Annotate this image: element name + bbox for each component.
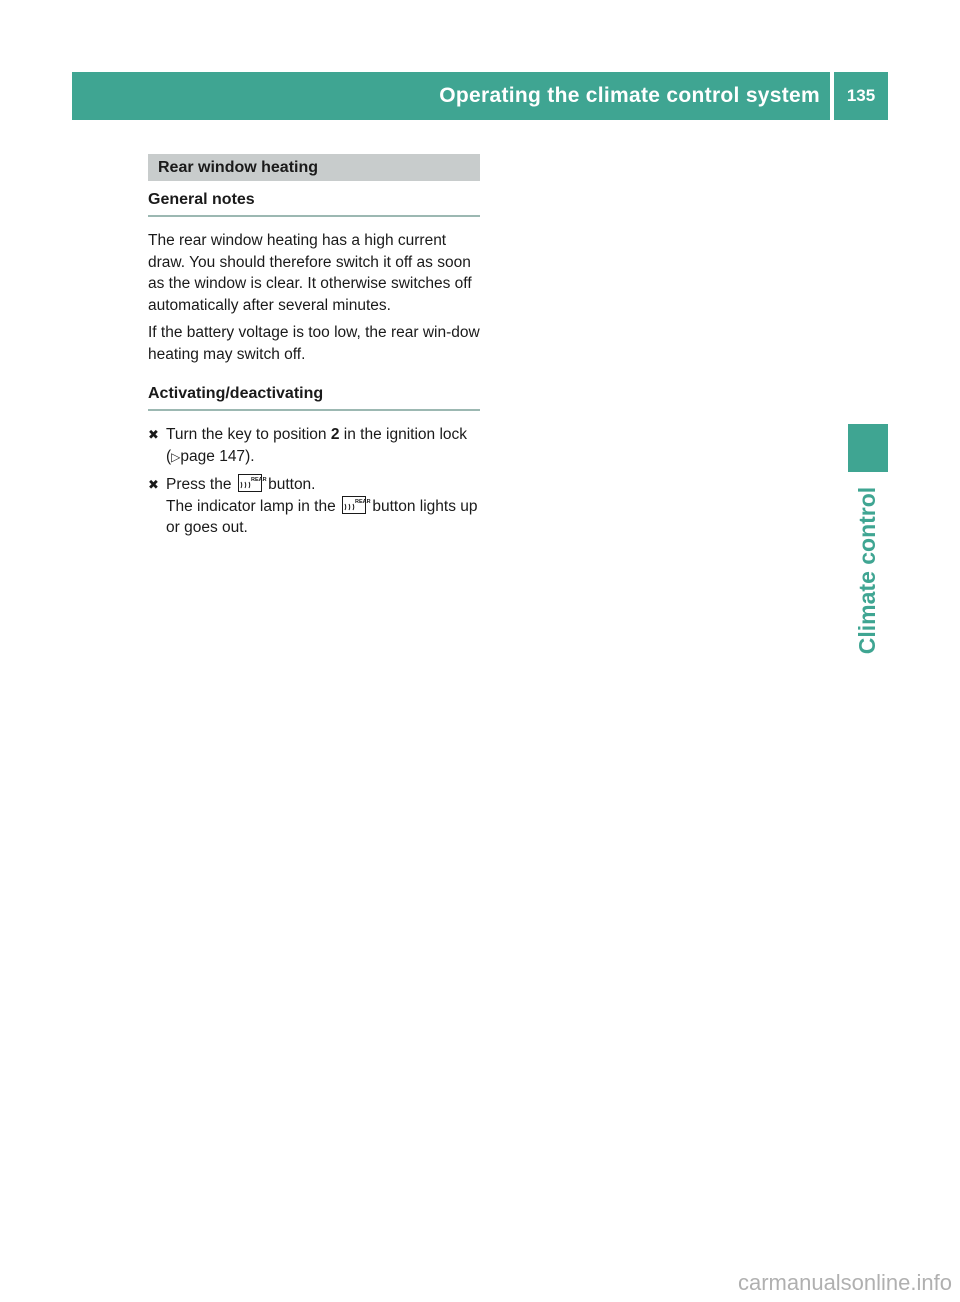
page-number: 135 xyxy=(834,72,888,120)
watermark: carmanualsonline.info xyxy=(737,1270,952,1295)
subheading-activating: Activating/deactivating xyxy=(148,385,480,411)
header-title: Operating the climate control system xyxy=(72,72,830,120)
step-text: in the ignition lock ( xyxy=(166,426,468,465)
page-header xyxy=(72,72,888,120)
paragraph: The rear window heating has a high current draw. You should therefore switch it off as soon as the window is clear. It otherwise switches off automatically after several minutes. xyxy=(148,232,472,314)
step-text: Press the xyxy=(166,476,236,493)
svg-text:REAR: REAR xyxy=(250,477,267,483)
paragraph: If the battery voltage is too low, the rear win-dow heating may switch off. xyxy=(148,324,480,363)
svg-text:REAR: REAR xyxy=(355,498,371,505)
chapter-label-text: Climate control xyxy=(854,486,881,654)
page-reference-link[interactable]: page 147 xyxy=(180,447,246,465)
step-arrow-icon: ✖ xyxy=(148,427,159,442)
step-text: The indicator lamp in the xyxy=(166,497,341,515)
list-item xyxy=(148,424,480,468)
chapter-label xyxy=(848,480,888,660)
step-text: Turn the key to position xyxy=(166,426,331,443)
step-arrow-icon: ✖ xyxy=(148,477,159,492)
key-position: 2 xyxy=(330,426,340,443)
list-item xyxy=(148,474,480,539)
step-text: ). xyxy=(245,447,255,465)
chapter-tab-marker xyxy=(848,424,888,472)
rear-window-defrost-icon xyxy=(342,496,371,514)
section-title: Rear window heating xyxy=(148,154,480,181)
step-text: button. xyxy=(263,476,316,493)
rear-window-defrost-icon xyxy=(238,474,267,492)
subheading-general-notes: General notes xyxy=(148,191,480,217)
main-content xyxy=(148,154,480,539)
step-text: button lights up or goes out. xyxy=(166,497,478,536)
triangle-right-icon: ▷ xyxy=(171,449,181,464)
